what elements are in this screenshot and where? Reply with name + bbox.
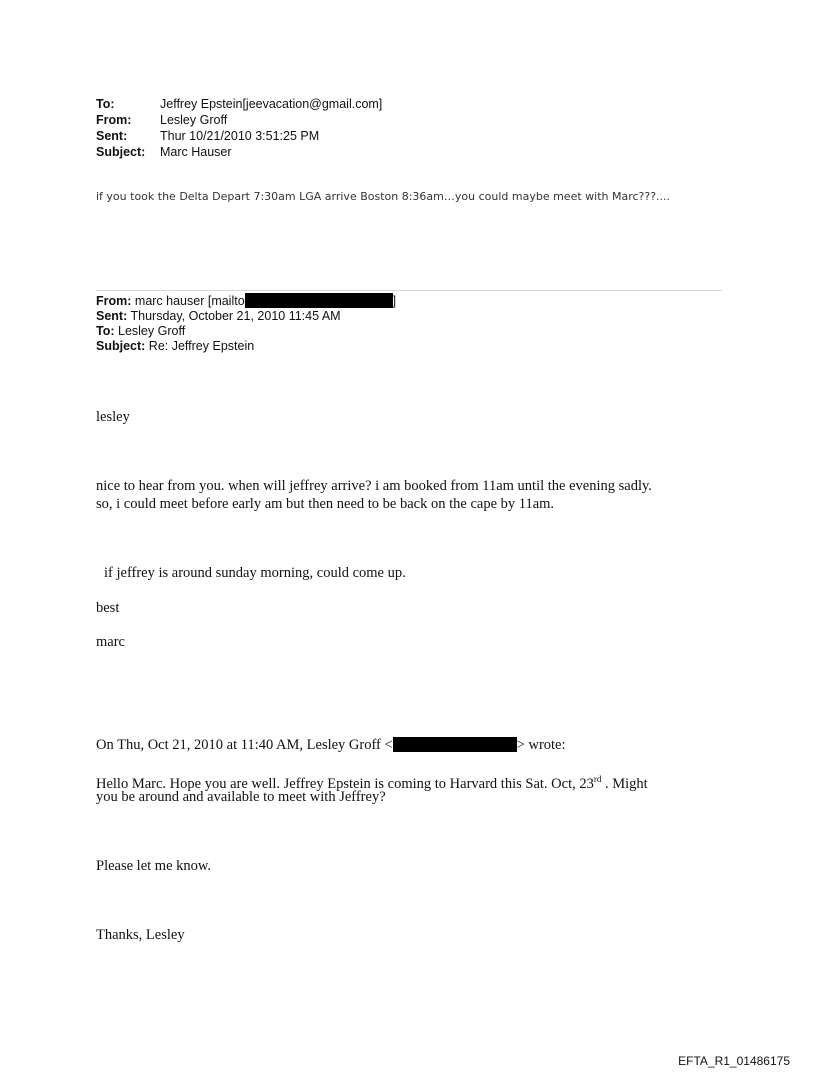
quoted-from-close: ] — [392, 294, 397, 308]
reply-signoff: best — [96, 600, 120, 616]
reply-name: marc — [96, 634, 125, 650]
header-from-row — [96, 112, 382, 128]
header-sent-row — [96, 128, 382, 144]
subject-label: Subject: — [96, 145, 146, 159]
quoted-to-value: Lesley Groff — [118, 324, 186, 338]
document-id: EFTA_R1_01486175 — [678, 1054, 790, 1068]
reply-para2: if jeffrey is around sunday morning, could come up. — [104, 565, 406, 581]
sent-label: Sent: — [96, 129, 128, 143]
quoted-sent-label: Sent: — [96, 309, 128, 323]
from-label: From: — [96, 113, 132, 127]
email-header — [96, 96, 382, 160]
to-label: To: — [96, 97, 115, 111]
original-line1-a: Hello Marc. Hope you are well. Jeffrey Epstein is coming to Harvard this Sat. Oct, 23 — [96, 775, 594, 792]
sent-value: Thur 10/21/2010 3:51:25 PM — [160, 129, 320, 143]
quote-divider — [96, 290, 722, 291]
redaction-box — [245, 293, 393, 308]
original-intro-end: > wrote: — [516, 737, 566, 753]
top-message: if you took the Delta Depart 7:30am LGA arrive Boston 8:36am…you could maybe meet with Marc???.... — [96, 190, 671, 203]
quoted-header — [96, 293, 396, 354]
redaction-box — [393, 737, 517, 752]
original-intro — [96, 736, 566, 754]
original-line1-sup: rd — [593, 774, 602, 784]
to-value: Jeffrey Epstein[jeevacation@gmail.com] — [160, 97, 383, 111]
original-line2: you be around and available to meet with Jeffrey? — [96, 789, 386, 805]
quoted-sent-row — [96, 309, 396, 324]
original-thanks: Thanks, Lesley — [96, 927, 185, 943]
reply-para1-line1: nice to hear from you. when will jeffrey arrive? i am booked from 11am until the evening sadly. — [96, 478, 652, 494]
quoted-to-row — [96, 324, 396, 339]
reply-greeting: lesley — [96, 409, 130, 425]
from-value: Lesley Groff — [160, 113, 228, 127]
quoted-subject-value: Re: Jeffrey Epstein — [148, 339, 255, 353]
original-please: Please let me know. — [96, 858, 212, 874]
quoted-from-value: marc hauser [mailto — [134, 294, 245, 308]
original-intro-start: On Thu, Oct 21, 2010 at 11:40 AM, Lesley Groff < — [96, 737, 393, 753]
quoted-from-row — [96, 293, 396, 309]
quoted-from-label: From: — [96, 294, 132, 308]
quoted-to-label: To: — [96, 324, 115, 338]
quoted-subject-label: Subject: — [96, 339, 146, 353]
header-to-row — [96, 96, 382, 112]
quoted-subject-row — [96, 339, 396, 354]
subject-value: Marc Hauser — [160, 145, 232, 159]
reply-para1-line2: so, i could meet before early am but then need to be back on the cape by 11am. — [96, 496, 555, 512]
original-line1-b: . Might — [601, 775, 648, 792]
quoted-sent-value: Thursday, October 21, 2010 11:45 AM — [130, 309, 341, 323]
header-subject-row — [96, 144, 382, 160]
